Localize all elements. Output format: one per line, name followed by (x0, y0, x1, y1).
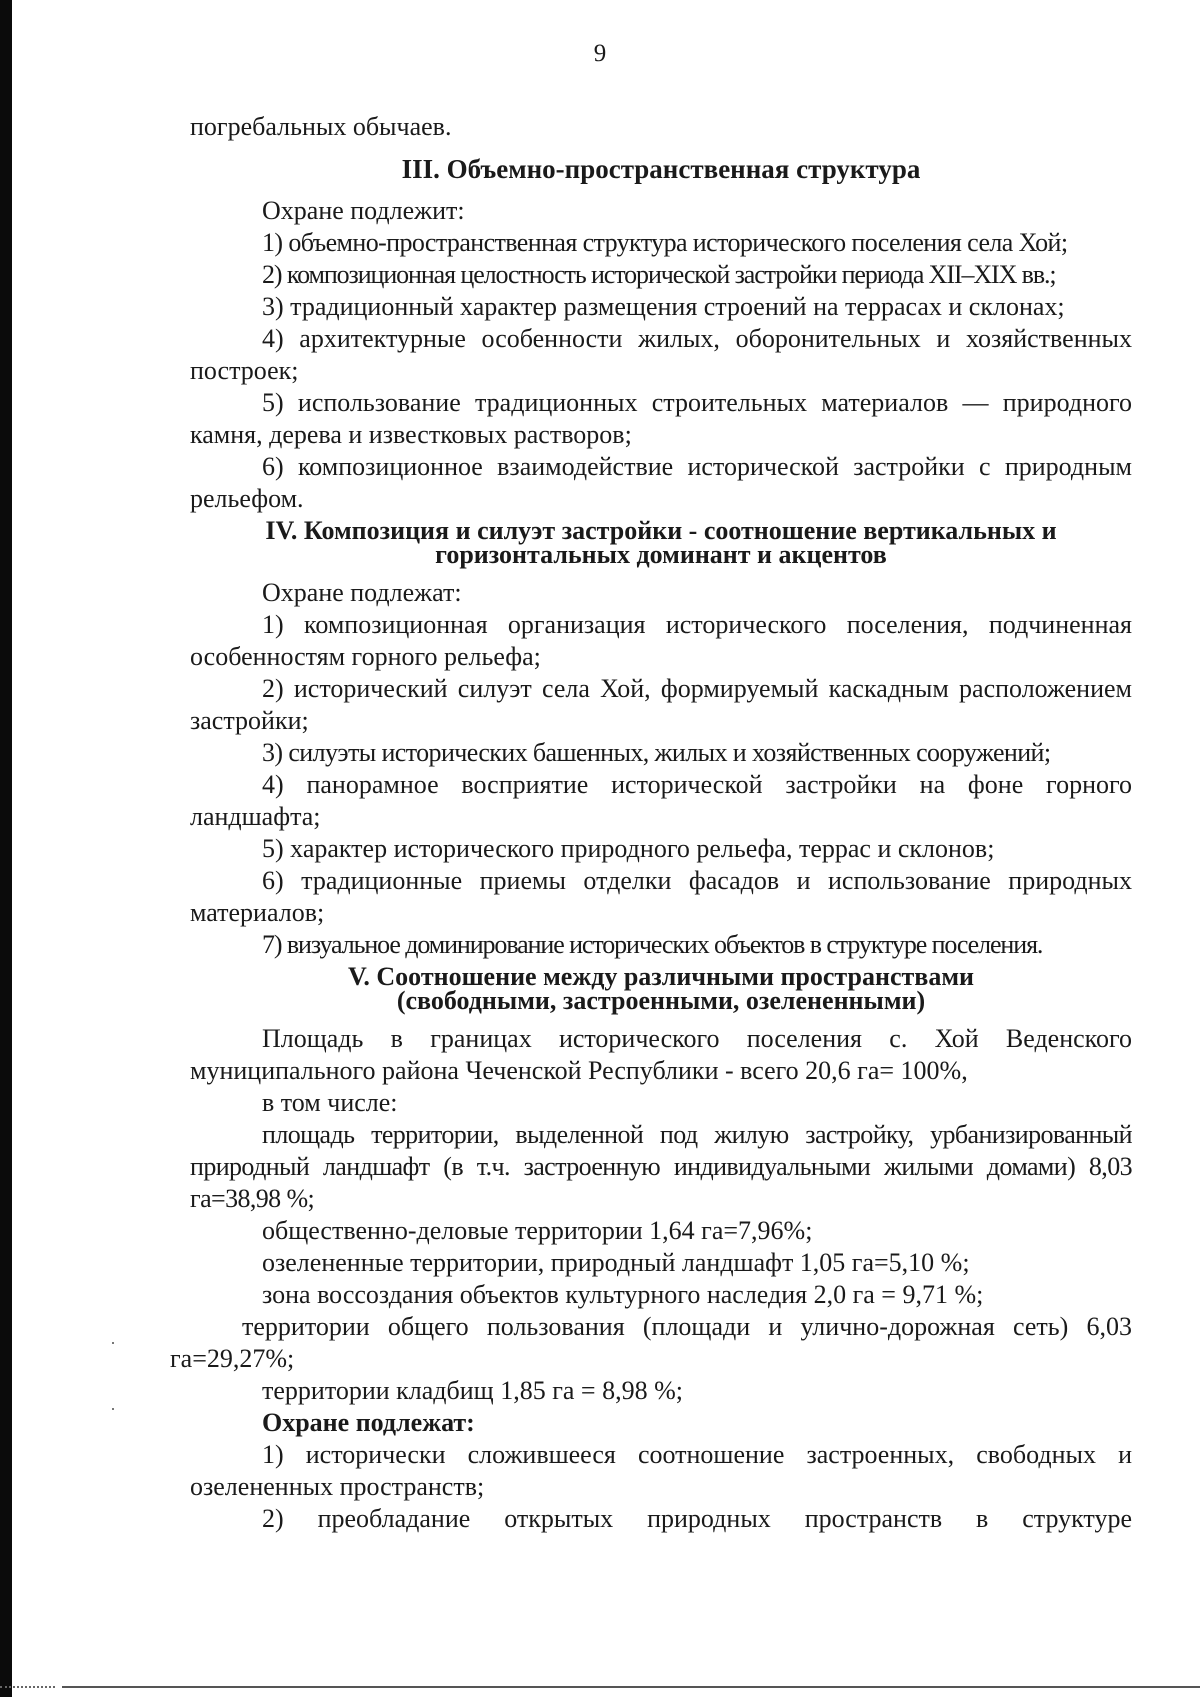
section-4-item: 2) исторический силуэт села Хой, формируемый каскадным расположением застройки; (190, 674, 1132, 735)
section-3-item: 3) традиционный характер размещения строений на террасах и склонах; (262, 292, 1065, 321)
section-3-item: 6) композиционное взаимодействие исторической застройки с природным рельефом. (190, 452, 1132, 513)
area-total: Площадь в границах исторического поселения с. Хой Веденского муниципального района Чеченской Республики - всего 20,6 га= 100%, (190, 1024, 1132, 1085)
scan-bottom-dots (0, 1686, 55, 1688)
section-4-title-line-2: горизонтальных доминант и акцентов (435, 540, 887, 569)
scan-speck (112, 1342, 114, 1344)
section-4-item: 3) силуэты исторических башенных, жилых и хозяйственных сооружений; (262, 738, 1051, 767)
section-5-item: 2) преобладание открытых природных пространств в структуре (262, 1504, 1132, 1533)
scan-speck (112, 1408, 114, 1410)
section-4-item: 6) традиционные приемы отделки фасадов и использование природных материалов; (190, 866, 1132, 927)
page-number: 9 (593, 40, 607, 67)
scan-left-edge (0, 0, 12, 1697)
section-5-title-line-1: V. Соотношение между различными пространствами (347, 962, 975, 991)
section-3-item: 1) объемно-пространственная структура исторического поселения села Хой; (262, 228, 1068, 257)
section-3-lead: Охране подлежит: (262, 196, 465, 225)
section-4-lead: Охране подлежат: (262, 578, 462, 607)
section-4-item: 4) панорамное восприятие исторической застройки на фоне горного ландшафта; (190, 770, 1132, 831)
document-body (170, 111, 1132, 1535)
section-4-item: 1) композиционная организация исторического поселения, подчиненная особенностям горного рельефа; (190, 610, 1132, 671)
area-item: площадь территории, выделенной под жилую застройку, урбанизированный природный ландшафт (в т.ч. застроенную индивидуальными жилыми домами) 8,03 га=38,98 %; (190, 1120, 1132, 1213)
intro-tail: погребальных обычаев. (190, 112, 452, 141)
section-5-title (190, 962, 1132, 1015)
section-5-item: 1) исторически сложившееся соотношение застроенных, свободных и озелененных пространств; (190, 1440, 1132, 1501)
section-5-title-line-2: (свободными, застроенными, озелененными) (396, 986, 926, 1015)
section-3-title: III. Объемно-пространственная структура (401, 154, 921, 184)
scan-bottom-rule (62, 1686, 1200, 1688)
area-item: территории кладбищ 1,85 га = 8,98 %; (262, 1376, 683, 1405)
section-4-title-line-1: IV. Композиция и силуэт застройки - соотношение вертикальных и (265, 516, 1057, 545)
area-including: в том числе: (262, 1088, 398, 1117)
section-3-item: 4) архитектурные особенности жилых, оборонительных и хозяйственных построек; (190, 324, 1132, 385)
section-5-lead: Охране подлежат: (262, 1408, 475, 1437)
section-4-item: 5) характер исторического природного рельефа, террас и склонов; (262, 834, 995, 863)
section-3-item: 5) использование традиционных строительных материалов — природного камня, дерева и известковых растворов; (190, 388, 1132, 449)
area-item: озелененные территории, природный ландшафт 1,05 га=5,10 %; (262, 1248, 970, 1277)
area-item: общественно-деловые территории 1,64 га=7,96%; (262, 1216, 813, 1245)
section-4-title (190, 516, 1132, 569)
area-item: территории общего пользования (площади и улично-дорожная сеть) 6,03 га=29,27%; (170, 1312, 1132, 1373)
area-item: зона воссоздания объектов культурного наследия 2,0 га = 9,71 %; (262, 1280, 984, 1309)
section-4-item: 7) визуальное доминирование исторических объектов в структуре поселения. (262, 930, 1043, 959)
section-3-item: 2) композиционная целостность исторической застройки периода XII–XIX вв.; (262, 260, 1056, 289)
